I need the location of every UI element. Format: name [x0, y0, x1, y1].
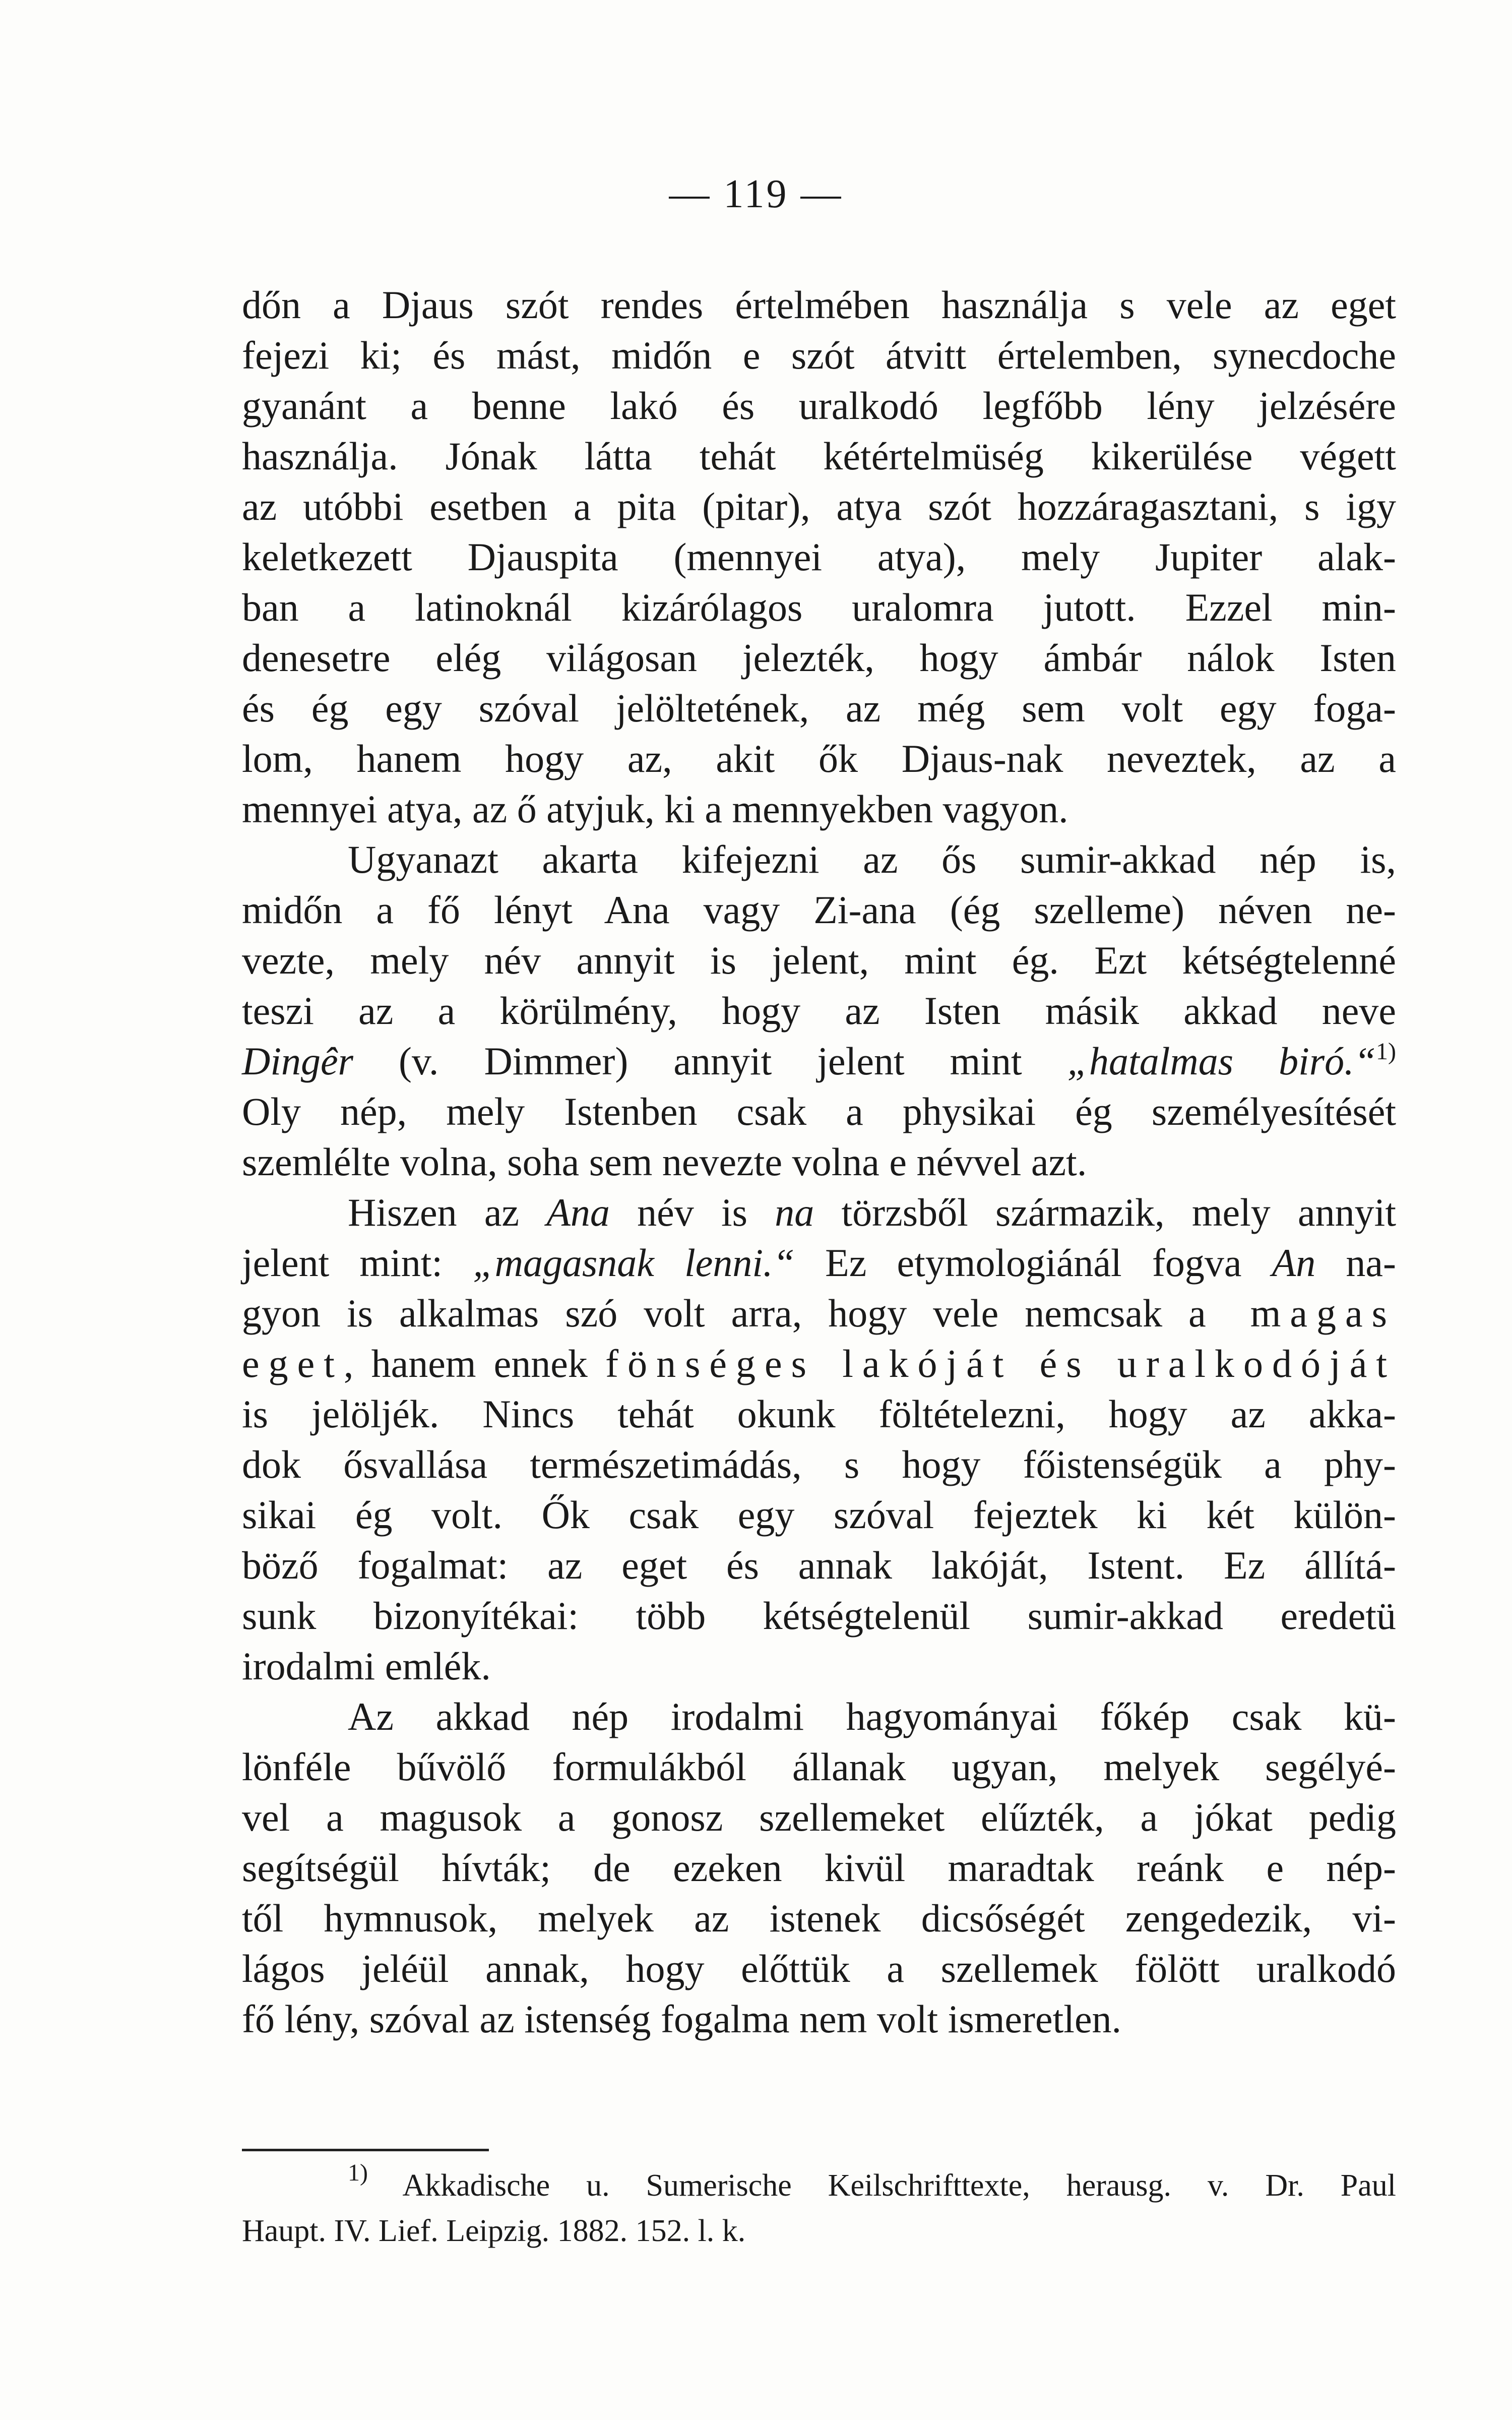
text-line: Oly nép, mely Istenben csak a physikai ég személyesítését [242, 1090, 1396, 1133]
text-line: is jelöljék. Nincs tehát okunk föltételezni, hogy az akka- [242, 1392, 1396, 1436]
text-segment: jelent mint: [242, 1241, 473, 1285]
body-text [242, 280, 1396, 2044]
italic-term-an: An [1272, 1241, 1316, 1285]
text-line: vel a magusok a gonosz szellemeket elűzték, a jókat pedig [242, 1795, 1396, 1839]
text-line: és ég egy szóval jelöltetének, az még sem volt egy foga- [242, 686, 1396, 730]
paragraph-start [242, 1187, 1396, 1238]
footnote-marker: 1) [348, 2159, 368, 2186]
text-line: ban a latinoknál kizárólagos uralomra jutott. Ezzel min- [242, 585, 1396, 629]
paragraph-start: Ugyanazt akarta kifejezni az ős sumir-akkad nép is, [348, 837, 1396, 881]
text-line: fejezi ki; és mást, midőn e szót átvitt értelemben, synecdoche [242, 333, 1396, 377]
footnote-separator [242, 2149, 489, 2151]
text-line: teszi az a körülmény, hogy az Isten másik akkad neve [242, 989, 1396, 1033]
text-segment: (v. Dimmer) annyit jelent mint [353, 1039, 1067, 1083]
text-line [242, 1238, 1396, 1288]
text-line: sunk bizonyítékai: több kétségtelenül sumir-akkad eredetü [242, 1594, 1396, 1638]
italic-term-na: na [775, 1190, 814, 1234]
text-line: től hymnusok, melyek az istenek dicsőségét zengedezik, vi- [242, 1896, 1396, 1940]
spaced-emphasis: fönséges lakóját és uralkodóját [605, 1342, 1396, 1385]
text-line [242, 1288, 1396, 1339]
text-line: irodalmi emlék. [242, 1644, 491, 1688]
spaced-emphasis: eget [242, 1342, 344, 1385]
text-segment: Ez etymologiánál fogva [794, 1241, 1272, 1285]
text-segment: Akkadische u. Sumerische Keilschrifttexte, herausg. v. Dr. Paul [367, 2168, 1396, 2203]
text-segment: na- [1315, 1241, 1396, 1285]
spaced-emphasis: a magas [1188, 1291, 1396, 1335]
text-line: böző fogalmat: az eget és annak lakóját, Istent. Ez állítá- [242, 1543, 1396, 1587]
text-line: dőn a Djaus szót rendes értelmében használja s vele az eget [242, 283, 1396, 327]
text-line: lágos jeléül annak, hogy előttük a szellemek fölött uralkodó [242, 1947, 1396, 1990]
text-line: keletkezett Djauspita (mennyei atya), mely Jupiter alak- [242, 535, 1396, 579]
page-header: — 119 — [669, 172, 843, 216]
text-line-dinger [242, 1036, 1396, 1086]
text-line: fő lény, szóval az istenség fogalma nem volt ismeretlen. [242, 1997, 1122, 2041]
text-line: mennyei atya, az ő atyjuk, ki a mennyekben vagyon. [242, 787, 1068, 831]
text-line: vezte, mely név annyit is jelent, mint ég. Ezt kétségtelenné [242, 938, 1396, 982]
text-line: szemlélte volna, soha sem nevezte volna e névvel azt. [242, 1140, 1087, 1184]
text-line: lom, hanem hogy az, akit ők Djaus-nak neveztek, az a [242, 737, 1396, 780]
text-segment: Hiszen az [348, 1190, 547, 1234]
text-line: használja. Jónak látta tehát kétértelmüség kikerülése végett [242, 434, 1396, 478]
footnote [242, 2159, 1396, 2254]
text-line: denesetre elég világosan jelezték, hogy ámbár nálok Isten [242, 636, 1396, 680]
text-line: az utóbbi esetben a pita (pitar), atya szót hozzáragasztani, s igy [242, 485, 1396, 528]
text-line: dok ősvallása természetimádás, s hogy főistenségük a phy- [242, 1442, 1396, 1486]
text-line: sikai ég volt. Ők csak egy szóval fejeztek ki két külön- [242, 1493, 1396, 1537]
italic-term-ana: Ana [546, 1190, 610, 1234]
italic-term-dinger: Dingêr [242, 1039, 353, 1083]
footnote-line: Haupt. IV. Lief. Leipzig. 1882. 152. l. k. [242, 2214, 746, 2248]
text-segment: gyon is alkalmas szó volt arra, hogy vele nemcsak [242, 1291, 1189, 1335]
paragraph-start: Az akkad nép irodalmi hagyományai főkép csak kü- [348, 1695, 1396, 1738]
footnote-reference: 1) [1376, 1038, 1396, 1065]
text-segment: név is [609, 1190, 775, 1234]
italic-quote: „magasnak lenni.“ [473, 1241, 795, 1285]
text-line: lönféle bűvölő formulákból állanak ugyan, melyek segélyé- [242, 1745, 1396, 1789]
text-line: gyanánt a benne lakó és uralkodó legfőbb lény jelzésére [242, 384, 1396, 428]
text-segment: törzsből származik, mely annyit [814, 1190, 1396, 1234]
text-line [242, 1339, 1396, 1389]
footnote-line [242, 2159, 1396, 2208]
text-segment: , hanem ennek [343, 1342, 606, 1385]
italic-quote: „hatalmas biró.“ [1067, 1039, 1376, 1083]
text-line: segítségül hívták; de ezeken kivül maradtak reánk e nép- [242, 1846, 1396, 1890]
text-line: midőn a fő lényt Ana vagy Zi-ana (ég szelleme) néven ne- [242, 888, 1396, 932]
